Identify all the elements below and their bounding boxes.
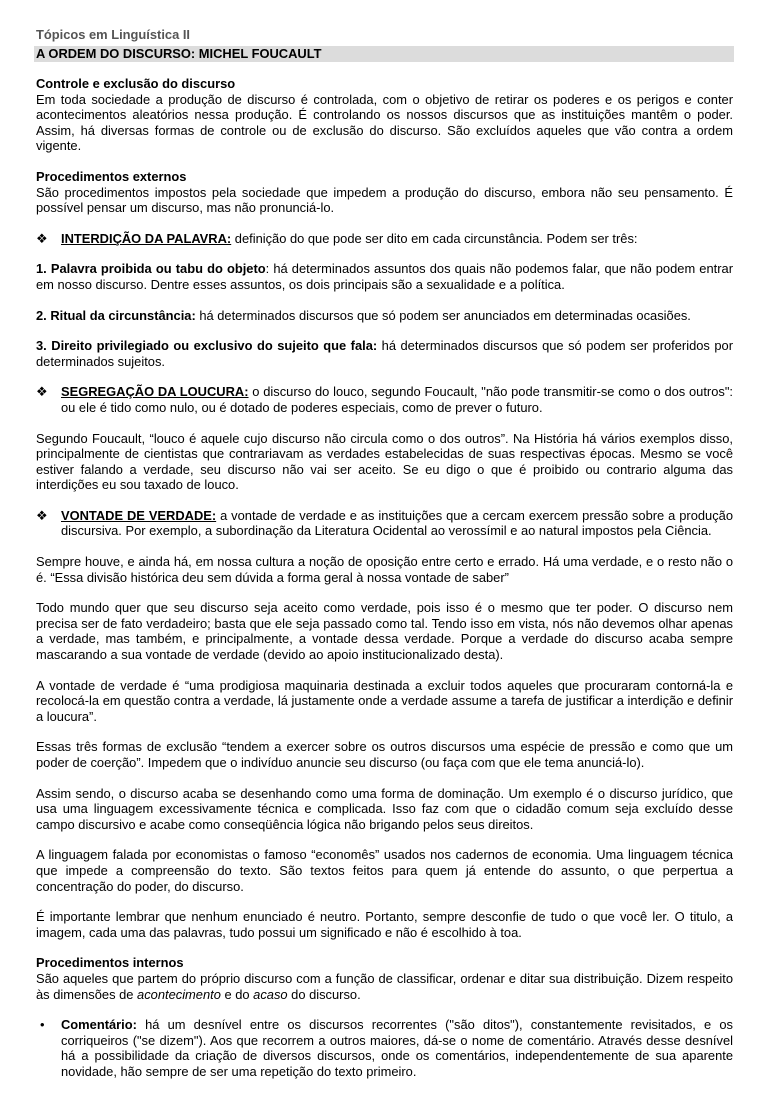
text-item1: : há determinados assuntos dos quais não podemos falar, que não podem entrar em nosso discurso. Dentre esses assuntos, os dois principais são a sexualidade e a política. xyxy=(36,261,733,292)
bullet-vontade xyxy=(36,508,733,539)
paragraph-todo-mundo: Todo mundo quer que seu discurso seja aceito como verdade, pois isso é o mesmo que ter poder. O discurso nem precisa ser de fato verdadeiro; basta que ele seja passado como tal. Tendo isso em vista, nós não devemos olhar apenas a verdade, mas também, e principalmente, a vontade dessa verdade. Porque a verdade do discurso acaba sempre mascarando a sua vontade de verdade (devido ao apoio institucionalizado desta). xyxy=(36,600,733,663)
text-internos-a: São aqueles que partem do próprio discurso com a função de classificar, ordenar e ditar sua distribuição. Dizem respeito às dimensões de xyxy=(36,970,733,1002)
label-vontade: VONTADE DE VERDADE: xyxy=(61,507,217,523)
em-acaso: acaso xyxy=(253,986,288,1002)
paragraph-linguagem: A linguagem falada por economistas o famoso “economês” usados nos cadernos de economia. Uma linguagem técnica que impede a compreensão do texto. São textos feitos para quem já entende do assunto, o que perpertua a concentração do poder, do discurso. xyxy=(36,847,733,894)
label-segregacao: SEGREGAÇÃO DA LOUCURA: xyxy=(61,384,249,400)
label-comentario: Comentário: xyxy=(61,1017,137,1033)
diamond-bullet-icon: ❖ xyxy=(36,230,48,246)
document-title: A ORDEM DO DISCURSO: MICHEL FOUCAULT xyxy=(36,46,322,61)
round-bullet-icon: • xyxy=(40,1017,45,1033)
text-interdicao: definição do que pode ser dito em cada circunstância. Podem ser três: xyxy=(231,230,638,246)
label-interdicao: INTERDIÇÃO DA PALAVRA: xyxy=(61,230,232,246)
item-palavra-proibida xyxy=(36,261,733,292)
paragraph-importante: É importante lembrar que nenhum enunciado é neutro. Portanto, sempre desconfie de tudo o que você ler. O titulo, a imagem, cada uma das palavras, tudo possui um significado e não é escolhido à toa. xyxy=(36,909,733,940)
paragraph-vontade: A vontade de verdade é “uma prodigiosa maquinaria destinada a excluir todos aqueles que procuraram contorná-la e recolocá-la em questão contra a verdade, lá justamente onde a verdade assume a tarefa de justificar a interdição e definir a loucura”. xyxy=(36,677,733,724)
item-direito xyxy=(36,338,733,369)
bullet-segregacao xyxy=(36,384,733,415)
label-item3: 3. Direito privilegiado ou exclusivo do sujeito que fala: xyxy=(36,338,378,354)
paragraph-sempre: Sempre houve, e ainda há, em nossa cultura a noção de oposição entre certo e errado. Há uma verdade, e o resto não o é. “Essa divisão histórica deu sem dúvida a forma geral à nossa vontade de saber” xyxy=(36,554,733,585)
text-vontade: a vontade de verdade e as instituições que a cercam exercem pressão sobre a produção discursiva. Por exemplo, a subordinação da Literatura Ocidental ao verossímil e ao natural impostos pela Ciência. xyxy=(61,507,733,539)
heading-controle: Controle e exclusão do discurso xyxy=(36,76,236,91)
em-acontecimento: acontecimento xyxy=(137,986,221,1002)
label-item2: 2. Ritual da circunstância: xyxy=(36,307,196,323)
paragraph-controle: Em toda sociedade a produção de discurso é controlada, com o objetivo de retirar os poderes e os perigos e conter acontecimentos aleatórios nessa produção. É controlando os nossos discursos que as instituições mantêm o poder. Assim, há diversas formas de controle ou de exclusão do discurso. São excluídos aqueles que vão contra a ordem vigente. xyxy=(36,91,733,154)
paragraph-assim: Assim sendo, o discurso acaba se desenhando como uma forma de dominação. Um exemplo é o discurso jurídico, que usa uma linguagem excessivamente técnica e complicada. Isso faz com que o cidadão comum seja excluído desse campo discursivo e acabe como conseqüência lógica não brigando pelos seus direitos. xyxy=(36,785,733,832)
section-internos xyxy=(36,955,733,1002)
section-externos xyxy=(36,169,733,216)
item-ritual xyxy=(36,308,733,324)
paragraph-foucault: Segundo Foucault, “louco é aquele cujo discurso não circula como o dos outros”. Na História há vários exemplos disso, principalmente de cientistas que contrariavam as verdades estabelecidas de suas respectivas épocas. Mesmo se você estiver falando a verdade, seu discurso não vai ser aceito. Se eu digo o que é proibido ou contrario alguma das interdições eu sou taxado de louco. xyxy=(36,430,733,493)
heading-internos: Procedimentos internos xyxy=(36,955,184,971)
paragraph-tres-formas: Essas três formas de exclusão “tendem a exercer sobre os outros discursos uma espécie de pressão e como que um poder de coerção”. Impedem que o indivíduo anuncie seu discurso (ou faça com que ele tema anunciá-lo). xyxy=(36,739,733,770)
diamond-bullet-icon: ❖ xyxy=(36,384,48,400)
bullet-interdicao xyxy=(36,231,733,247)
paragraph-externos: São procedimentos impostos pela sociedade que impedem a produção do discurso, embora não seu pensamento. É possível pensar um discurso, mas não pronunciá-lo. xyxy=(36,184,733,216)
diamond-bullet-icon: ❖ xyxy=(36,507,48,523)
section-controle xyxy=(36,76,733,154)
document-body xyxy=(36,76,733,1095)
heading-externos: Procedimentos externos xyxy=(36,168,187,184)
text-item2: há determinados discursos que só podem ser anunciados em determinadas ocasiões. xyxy=(195,307,691,323)
text-item3: há determinados discursos que só podem ser proferidos por determinados sujeitos. xyxy=(36,338,733,369)
bullet-comentario xyxy=(36,1017,733,1079)
course-title: Tópicos em Linguística II xyxy=(36,27,190,42)
text-segregacao: o discurso do louco, segundo Foucault, "não pode transmitir-se como o dos outros": ou ele é tido como nulo, ou é dotado de poderes especiais, como de prever o futuro. xyxy=(61,384,733,415)
label-item1: 1. Palavra proibida ou tabu do objeto xyxy=(36,261,266,277)
text-internos-b: e do xyxy=(220,986,254,1002)
text-comentario: há um desnível entre os discursos recorrentes ("são ditos"), constantemente revisitados, e os corriqueiros ("se dizem"). Aos que recorrem a outros maiores, dá-se o nome de comentário. Através desse desnível há a possibilidade da criação de diversos discursos, onde os comentários, independentemente de sua aparente novidade, hão sempre de ser uma repetição do texto primeiro. xyxy=(61,1017,733,1079)
text-internos-c: do discurso. xyxy=(287,986,361,1002)
